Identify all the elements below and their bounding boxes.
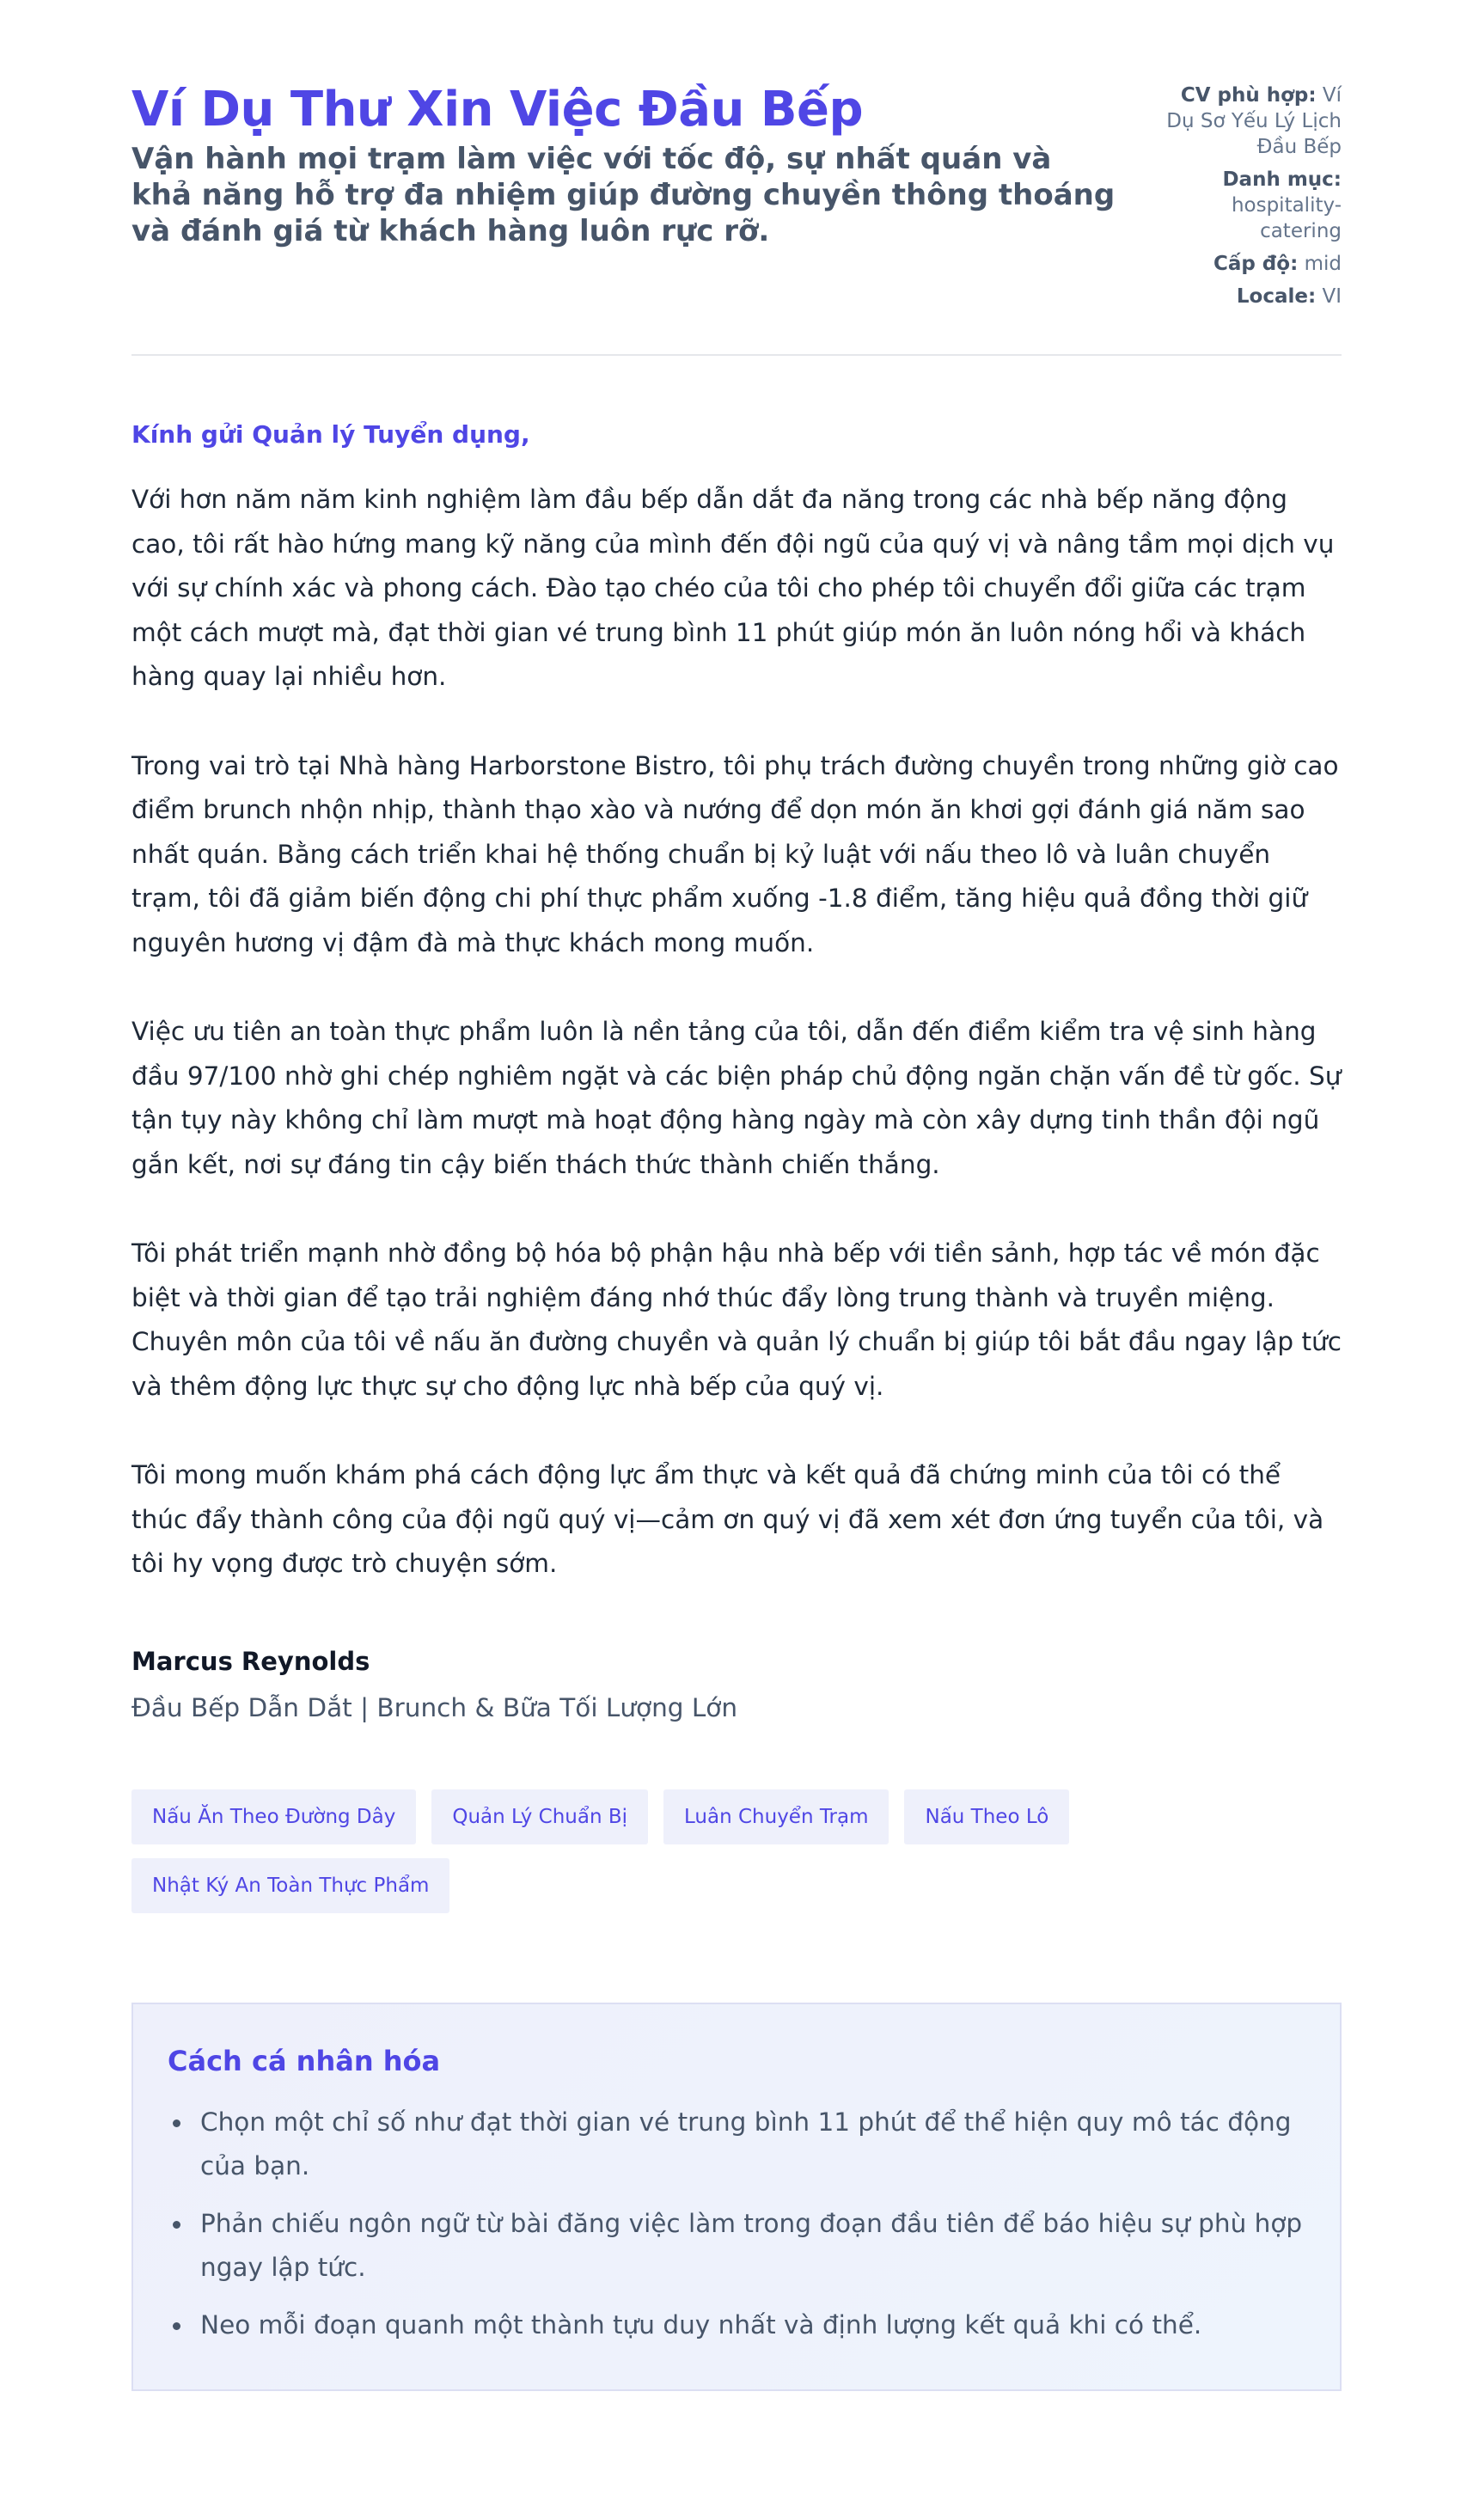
page-title: Ví Dụ Thư Xin Việc Đầu Bếp (131, 82, 864, 138)
skill-tag: Quản Lý Chuẩn Bị (431, 1789, 648, 1844)
meta-label: Danh mục: (1222, 168, 1342, 191)
cover-letter-page (131, 79, 1342, 2391)
meta-value: hospitality-catering (1231, 194, 1342, 242)
personalization-tips (131, 2003, 1342, 2391)
meta-value: Ví Dụ Sơ Yếu Lý Lịch Đầu Bếp (1166, 84, 1342, 158)
meta-panel (1161, 79, 1342, 316)
skill-tag: Nấu Theo Lô (904, 1789, 1069, 1844)
bullet-icon (173, 2221, 180, 2229)
letter-body (131, 418, 1342, 1728)
tip-text: Phản chiếu ngôn ngữ từ bài đăng việc làm trong đoạn đầu tiên để báo hiệu sự phù hợp ngay lập tức. (200, 2208, 1303, 2282)
tip-text: Neo mỗi đoạn quanh một thành tựu duy nhất và định lượng kết quả khi có thể. (200, 2309, 1202, 2340)
page-subtitle: Vận hành mọi trạm làm việc với tốc độ, sự nhất quán và khả năng hỗ trợ đa nhiệm giúp đường chuyền thông thoáng và đánh giá từ khách hàng luôn rực rỡ. (131, 142, 1116, 248)
letter-greeting: Kính gửi Quản lý Tuyển dụng, (131, 420, 530, 449)
header-main (131, 79, 1120, 249)
meta-value: mid (1304, 253, 1342, 275)
bullet-icon (173, 2119, 180, 2127)
skill-tag: Nấu Ăn Theo Đường Dây (131, 1789, 416, 1844)
tip-item (200, 2303, 1305, 2347)
meta-label: Cấp độ: (1213, 253, 1299, 275)
meta-category (1161, 167, 1342, 244)
signature-title: Đầu Bếp Dẫn Dắt | Brunch & Bữa Tối Lượng Lớn (131, 1692, 738, 1722)
letter-paragraph: Với hơn năm năm kinh nghiệm làm đầu bếp dẫn dắt đa năng trong các nhà bếp năng động cao, tôi rất hào hứng mang kỹ năng của mình đến đội ngũ của quý vị và nâng tầm mọi dịch vụ với sự chính xác và phong cách. Đào tạo chéo của tôi cho phép tôi chuyển đổi giữa các trạm một cách mượt mà, đạt thời gian vé trung bình 11 phút giúp món ăn luôn nóng hổi và khách hàng quay lại nhiều hơn. (131, 485, 1335, 691)
tip-item (200, 2202, 1305, 2290)
signature-name: Marcus Reynolds (131, 1646, 370, 1676)
tips-list (168, 2101, 1305, 2347)
meta-locale (1161, 284, 1342, 309)
skill-tag: Luân Chuyển Trạm (663, 1789, 889, 1844)
skill-tag: Nhật Ký An Toàn Thực Phẩm (131, 1858, 449, 1913)
letter-paragraph: Việc ưu tiên an toàn thực phẩm luôn là nền tảng của tôi, dẫn đến điểm kiểm tra vệ sinh hàng đầu 97/100 nhờ ghi chép nghiêm ngặt và các biện pháp chủ động ngăn chặn vấn đề từ gốc. Sự tận tụy này không chỉ làm mượt mà hoạt động hàng ngày mà còn xây dựng tinh thần đội ngũ gắn kết, nơi sự đáng tin cậy biến thách thức thành chiến thắng. (131, 1017, 1342, 1179)
tips-title: Cách cá nhân hóa (168, 2044, 441, 2077)
meta-value: VI (1322, 285, 1342, 308)
meta-matching-cv (1161, 83, 1342, 160)
letter-paragraph: Tôi mong muốn khám phá cách động lực ẩm thực và kết quả đã chứng minh của tôi có thể thúc đẩy thành công của đội ngũ quý vị—cảm ơn quý vị đã xem xét đơn ứng tuyển của tôi, và tôi hy vọng được trò chuyện sớm. (131, 1460, 1324, 1578)
tip-item (200, 2101, 1305, 2188)
meta-label: CV phù hợp: (1180, 84, 1317, 107)
letter-paragraph: Trong vai trò tại Nhà hàng Harborstone Bistro, tôi phụ trách đường chuyền trong những giờ cao điểm brunch nhộn nhịp, thành thạo xào và nướng để dọn món ăn khơi gợi đánh giá năm sao nhất quán. Bằng cách triển khai hệ thống chuẩn bị kỷ luật với nấu theo lô và luân chuyển trạm, tôi đã giảm biến động chi phí thực phẩm xuống -1.8 điểm, tăng hiệu quả đồng thời giữ nguyên hương vị đậm đà mà thực khách mong muốn. (131, 750, 1339, 957)
tip-text: Chọn một chỉ số như đạt thời gian vé trung bình 11 phút để thể hiện quy mô tác động của bạn. (200, 2107, 1292, 2181)
meta-level (1161, 251, 1342, 277)
skill-tags (131, 1789, 1214, 1913)
bullet-icon (173, 2322, 180, 2330)
meta-label: Locale: (1236, 285, 1317, 308)
letter-paragraph: Tôi phát triển mạnh nhờ đồng bộ hóa bộ phận hậu nhà bếp với tiền sảnh, hợp tác về món đặc biệt và thời gian để tạo trải nghiệm đáng nhớ thúc đẩy lòng trung thành và truyền miệng. Chuyên môn của tôi về nấu ăn đường chuyền và quản lý chuẩn bị giúp tôi bắt đầu ngay lập tức và thêm động lực thực sự cho động lực nhà bếp của quý vị. (131, 1239, 1342, 1401)
page-header (131, 79, 1342, 356)
